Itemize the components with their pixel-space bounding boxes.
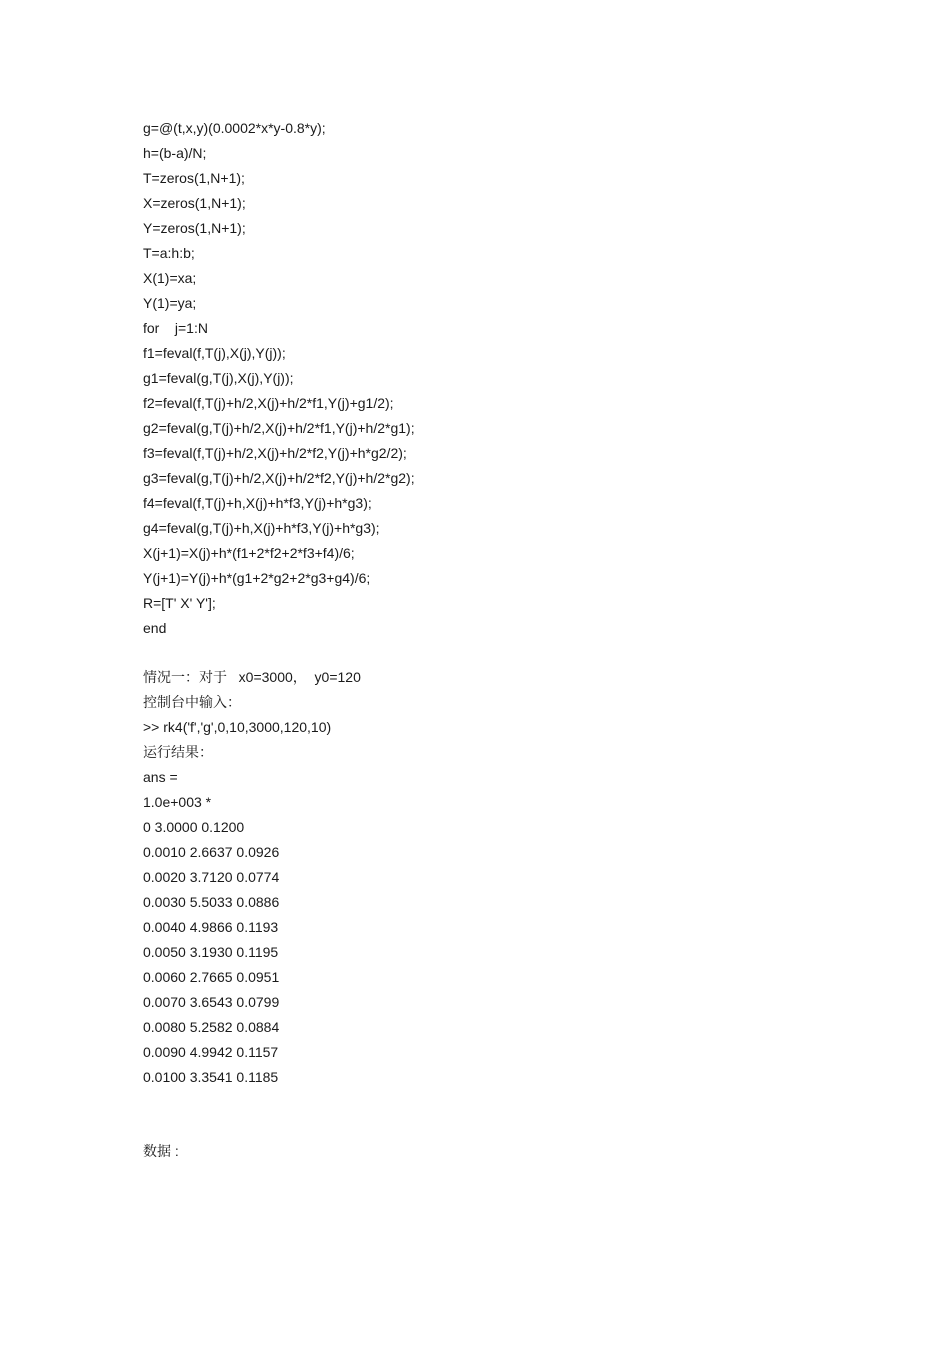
result-row: 0.0010 2.6637 0.0926	[143, 844, 280, 860]
code-line: g=@(t,x,y)(0.0002*x*y-0.8*y);	[143, 120, 326, 136]
scale-factor-line: 1.0e+003 *	[143, 794, 212, 810]
code-line: T=a:h:b;	[143, 245, 195, 261]
code-line: f4=feval(f,T(j)+h,X(j)+h*f3,Y(j)+h*g3);	[143, 495, 372, 511]
result-row: 0 3.0000 0.1200	[143, 819, 245, 835]
console-input-label: 控制台中输入：	[143, 694, 241, 710]
code-line: g3=feval(g,T(j)+h/2,X(j)+h/2*f2,Y(j)+h/2*g2);	[143, 470, 415, 486]
code-line: for j=1:N	[143, 320, 208, 336]
console-command: >> rk4('f','g',0,10,3000,120,10)	[143, 719, 332, 735]
data-section-label: 数据 :	[143, 1143, 179, 1159]
result-row: 0.0050 3.1930 0.1195	[143, 944, 279, 960]
code-line: f2=feval(f,T(j)+h/2,X(j)+h/2*f1,Y(j)+g1/2);	[143, 395, 394, 411]
result-row: 0.0020 3.7120 0.0774	[143, 869, 280, 885]
result-row: 0.0040 4.9866 0.1193	[143, 919, 279, 935]
code-line: X=zeros(1,N+1);	[143, 195, 246, 211]
result-row: 0.0030 5.5033 0.0886	[143, 894, 280, 910]
matlab-code-block	[143, 116, 843, 641]
code-line: g4=feval(g,T(j)+h,X(j)+h*f3,Y(j)+h*g3);	[143, 520, 380, 536]
result-row: 0.0080 5.2582 0.0884	[143, 1019, 280, 1035]
code-line: f3=feval(f,T(j)+h/2,X(j)+h/2*f2,Y(j)+h*g2/2);	[143, 445, 407, 461]
code-line: Y(j+1)=Y(j)+h*(g1+2*g2+2*g3+g4)/6;	[143, 570, 371, 586]
result-row: 0.0070 3.6543 0.0799	[143, 994, 280, 1010]
code-line: end	[143, 620, 167, 636]
code-line: g1=feval(g,T(j),X(j),Y(j));	[143, 370, 294, 386]
case-heading: 情况一：对于 x0=3000， y0=120	[143, 669, 361, 685]
result-row: 0.0060 2.7665 0.0951	[143, 969, 280, 985]
ans-line: ans =	[143, 769, 178, 785]
code-line: Y(1)=ya;	[143, 295, 197, 311]
result-row: 0.0090 4.9942 0.1157	[143, 1044, 279, 1060]
code-line: f1=feval(f,T(j),X(j),Y(j));	[143, 345, 286, 361]
code-line: T=zeros(1,N+1);	[143, 170, 245, 186]
code-line: Y=zeros(1,N+1);	[143, 220, 246, 236]
result-label: 运行结果：	[143, 744, 213, 760]
code-line: h=(b-a)/N;	[143, 145, 207, 161]
console-output-block	[143, 665, 843, 1090]
result-row: 0.0100 3.3541 0.1185	[143, 1069, 279, 1085]
code-line: X(1)=xa;	[143, 270, 197, 286]
code-line: X(j+1)=X(j)+h*(f1+2*f2+2*f3+f4)/6;	[143, 545, 355, 561]
code-line: R=[T' X' Y'];	[143, 595, 216, 611]
code-line: g2=feval(g,T(j)+h/2,X(j)+h/2*f1,Y(j)+h/2*g1);	[143, 420, 415, 436]
